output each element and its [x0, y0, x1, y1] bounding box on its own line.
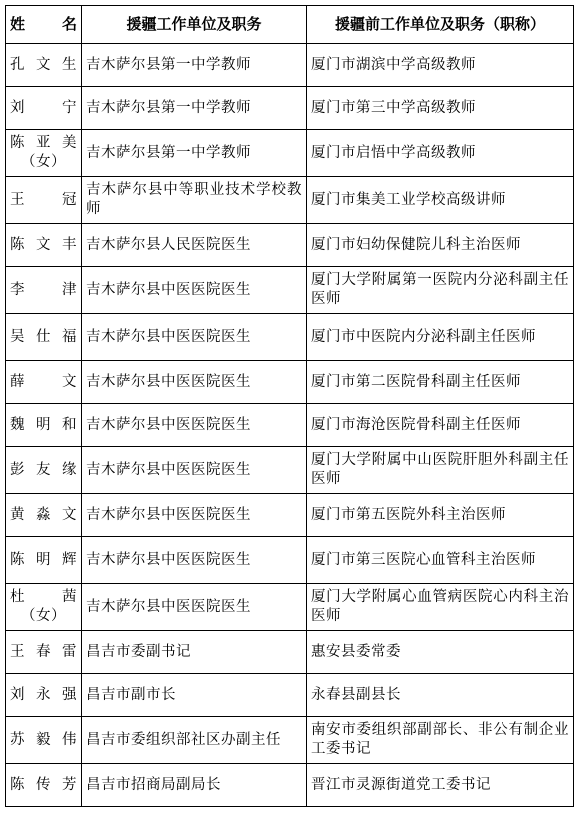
name-cell: [6, 494, 82, 537]
table-row: [6, 674, 574, 717]
previous-unit-cell: 厦门市集美工业学校高级讲师: [307, 177, 574, 224]
person-name: 王 冠: [10, 191, 77, 208]
table-row: [6, 361, 574, 404]
xinjiang-unit-cell: 吉木萨尔县中医医院医生: [82, 584, 307, 631]
name-cell: [6, 717, 82, 764]
name-cell: [6, 44, 82, 87]
xinjiang-unit-cell: 吉木萨尔县中医医院医生: [82, 404, 307, 447]
table-row: [6, 177, 574, 224]
table-row: [6, 314, 574, 361]
person-name: 吴仕福: [10, 328, 77, 345]
person-name: 薛 文: [10, 373, 77, 390]
name-cell: [6, 177, 82, 224]
person-gender-note: （女）: [21, 608, 66, 624]
xinjiang-unit-cell: 吉木萨尔县第一中学教师: [82, 44, 307, 87]
xinjiang-unit-cell: 昌吉市副市长: [82, 674, 307, 717]
header-prev: 援疆前工作单位及职务（职称）: [307, 6, 574, 44]
person-name: 魏明和: [10, 416, 77, 433]
name-cell: [6, 130, 82, 177]
person-name: 苏毅伟: [10, 731, 77, 748]
name-cell: [6, 361, 82, 404]
person-name: 孔文生: [10, 56, 77, 73]
name-cell: [6, 404, 82, 447]
xinjiang-unit-cell: 吉木萨尔县中医医院医生: [82, 537, 307, 584]
previous-unit-cell: 厦门市妇幼保健院儿科主治医师: [307, 224, 574, 267]
previous-unit-cell: 南安市委组织部副部长、非公有制企业工委书记: [307, 717, 574, 764]
person-name: 李 津: [10, 281, 77, 298]
previous-unit-cell: 厦门大学附属第一医院内分泌科副主任医师: [307, 267, 574, 314]
table-row: [6, 130, 574, 177]
xinjiang-unit-cell: 吉木萨尔县中等职业技术学校教师: [82, 177, 307, 224]
table-row: [6, 447, 574, 494]
previous-unit-cell: 厦门市湖滨中学高级教师: [307, 44, 574, 87]
person-name: 刘永强: [10, 686, 77, 703]
table-row: [6, 494, 574, 537]
table-row: [6, 87, 574, 130]
person-name: 王春雷: [10, 643, 77, 660]
name-cell: [6, 224, 82, 267]
xinjiang-unit-cell: 吉木萨尔县中医医院医生: [82, 494, 307, 537]
previous-unit-cell: 厦门大学附属心血管病医院心内科主治医师: [307, 584, 574, 631]
xinjiang-unit-cell: 吉木萨尔县中医医院医生: [82, 267, 307, 314]
person-name: 彭友缘: [10, 461, 77, 478]
previous-unit-cell: 惠安县委常委: [307, 631, 574, 674]
previous-unit-cell: 厦门市第三医院心血管科主治医师: [307, 537, 574, 584]
person-name: 陈传芳: [10, 776, 77, 793]
xinjiang-unit-cell: 吉木萨尔县人民医院医生: [82, 224, 307, 267]
table-row: [6, 404, 574, 447]
name-cell: [6, 537, 82, 584]
table-row: [6, 584, 574, 631]
previous-unit-cell: 厦门大学附属中山医院肝胆外科副主任医师: [307, 447, 574, 494]
person-name: 陈亚美: [10, 135, 77, 151]
header-unit: 援疆工作单位及职务: [82, 6, 307, 44]
previous-unit-cell: 厦门市中医院内分泌科副主任医师: [307, 314, 574, 361]
personnel-table: [5, 5, 574, 807]
person-name: 陈明辉: [10, 551, 77, 568]
xinjiang-unit-cell: 昌吉市招商局副局长: [82, 764, 307, 807]
xinjiang-unit-cell: 吉木萨尔县中医医院医生: [82, 361, 307, 404]
xinjiang-unit-cell: 吉木萨尔县中医医院医生: [82, 314, 307, 361]
table-row: [6, 631, 574, 674]
name-cell: [6, 764, 82, 807]
table-header-row: [6, 6, 574, 44]
table-row: [6, 764, 574, 807]
xinjiang-unit-cell: 昌吉市委组织部社区办副主任: [82, 717, 307, 764]
previous-unit-cell: 厦门市第三中学高级教师: [307, 87, 574, 130]
xinjiang-unit-cell: 昌吉市委副书记: [82, 631, 307, 674]
previous-unit-cell: 厦门市海沧医院骨科副主任医师: [307, 404, 574, 447]
person-gender-note: （女）: [21, 154, 66, 170]
previous-unit-cell: 厦门市启悟中学高级教师: [307, 130, 574, 177]
xinjiang-unit-cell: 吉木萨尔县第一中学教师: [82, 87, 307, 130]
previous-unit-cell: 厦门市第二医院骨科副主任医师: [307, 361, 574, 404]
table-row: [6, 44, 574, 87]
table-body: [6, 44, 574, 807]
previous-unit-cell: 厦门市第五医院外科主治医师: [307, 494, 574, 537]
previous-unit-cell: 永春县副县长: [307, 674, 574, 717]
table-row: [6, 267, 574, 314]
table-row: [6, 224, 574, 267]
xinjiang-unit-cell: 吉木萨尔县中医医院医生: [82, 447, 307, 494]
name-cell: [6, 674, 82, 717]
name-cell: [6, 447, 82, 494]
name-cell: [6, 584, 82, 631]
table-row: [6, 717, 574, 764]
person-name: 陈文丰: [10, 236, 77, 253]
person-name: 刘 宁: [10, 99, 77, 116]
previous-unit-cell: 晋江市灵源街道党工委书记: [307, 764, 574, 807]
xinjiang-unit-cell: 吉木萨尔县第一中学教师: [82, 130, 307, 177]
table-row: [6, 537, 574, 584]
person-name: 杜 茜: [10, 589, 77, 605]
header-name: 姓 名: [6, 6, 82, 44]
person-name: 黄淼文: [10, 506, 77, 523]
name-cell: [6, 267, 82, 314]
name-cell: [6, 631, 82, 674]
name-cell: [6, 314, 82, 361]
name-cell: [6, 87, 82, 130]
